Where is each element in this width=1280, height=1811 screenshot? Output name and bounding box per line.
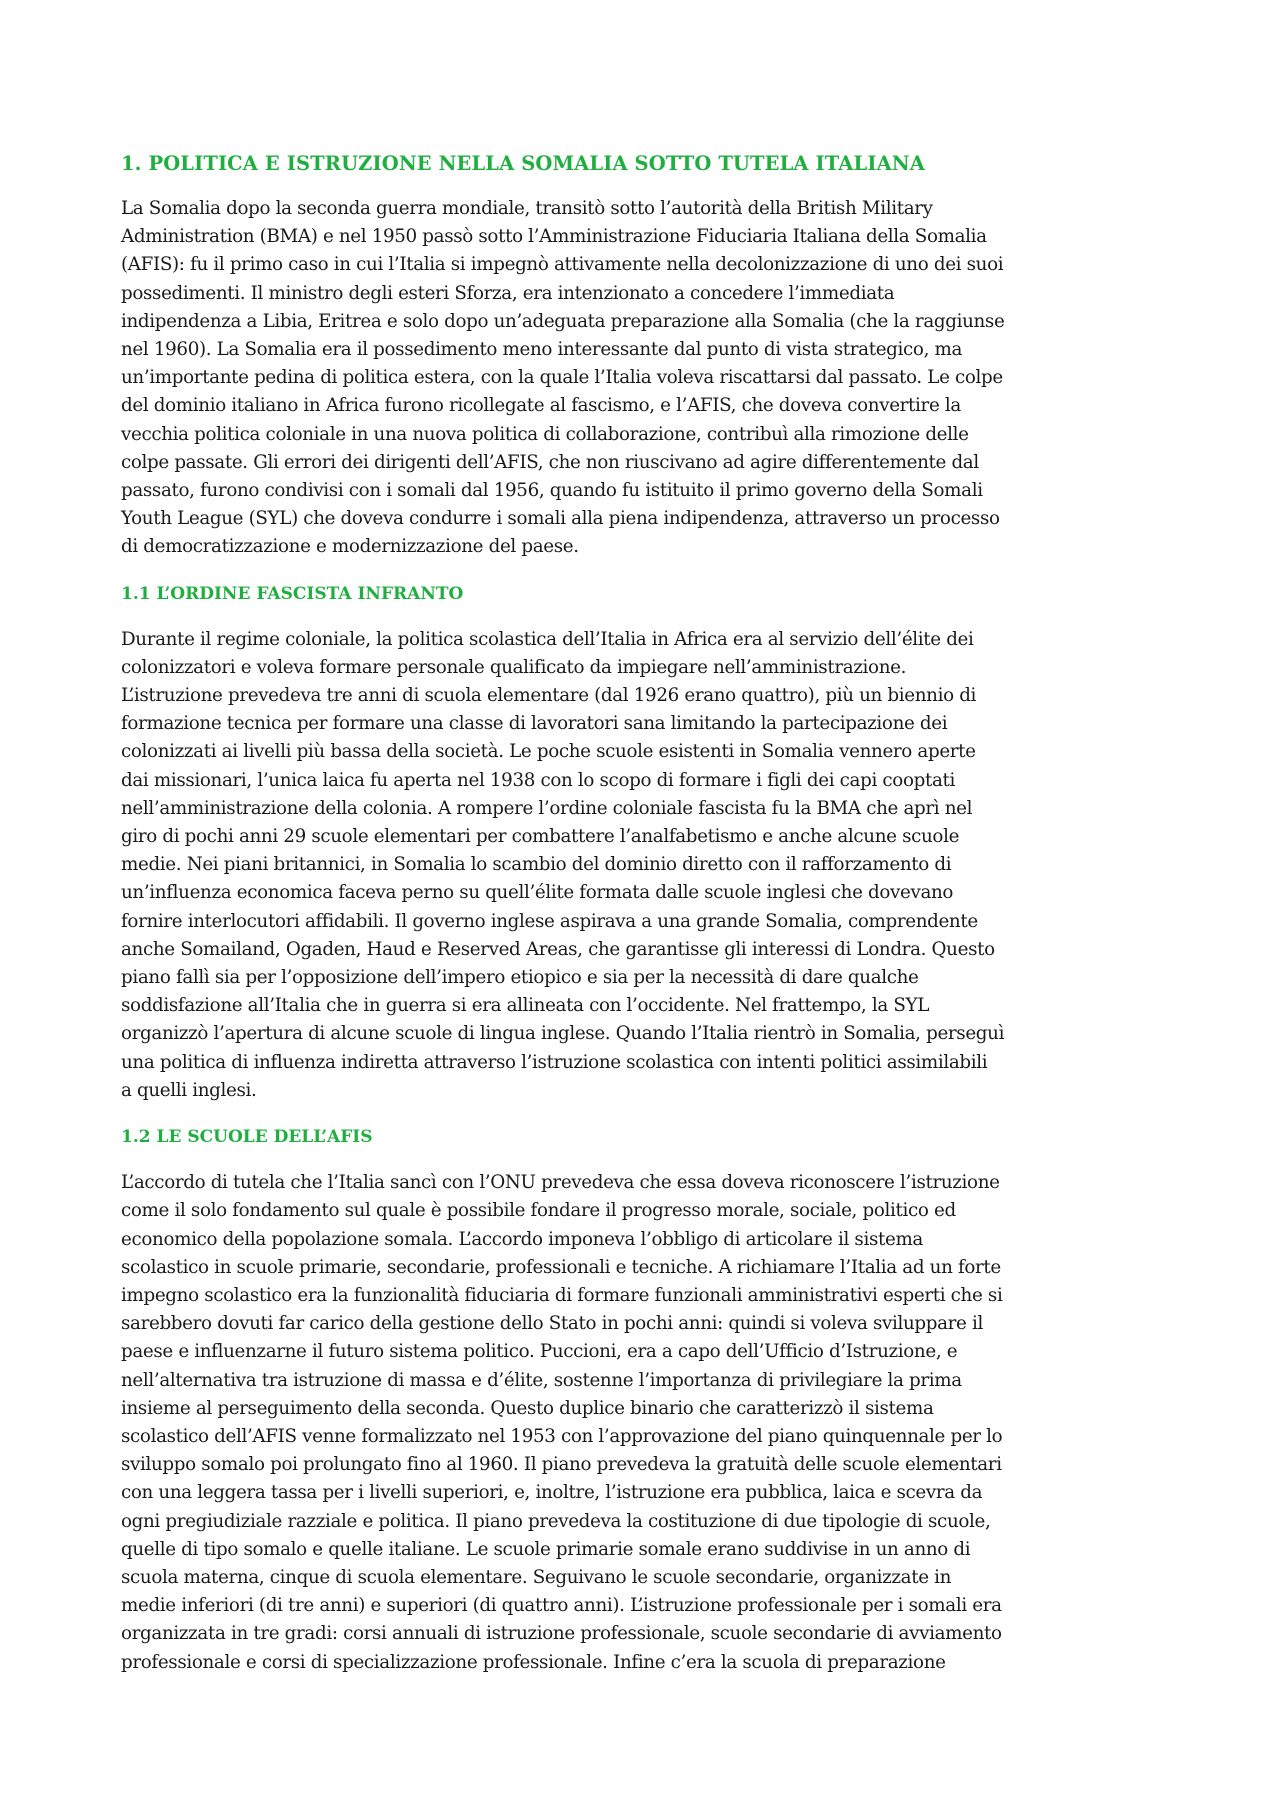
text-line: ogni pregiudiziale razziale e politica. Il piano prevedeva la costituzione di due tipologie di scuole, (121, 1510, 991, 1532)
text-line: (AFIS): fu il primo caso in cui l’Italia si impegnò attivamente nella decolonizzazione di uno dei suoi (121, 254, 1004, 276)
text-line: piano fallì sia per l’opposizione dell’impero etiopico e sia per la necessità di dare qualche (121, 967, 919, 989)
text-line: L’accordo di tutela che l’Italia sancì con l’ONU prevedeva che essa doveva riconoscere l’istruzione (121, 1172, 1000, 1194)
text-line: Administration (BMA) e nel 1950 passò sotto l’Amministrazione Fiduciaria Italiana della Somalia (121, 226, 987, 248)
text-line: colpe passate. Gli errori dei dirigenti dell’AFIS, che non riuscivano ad agire differentemente dal (121, 451, 979, 473)
text-line: L’istruzione prevedeva tre anni di scuola elementare (dal 1926 erano quattro), più un biennio di (121, 685, 977, 707)
text-line: organizzata in tre gradi: corsi annuali di istruzione professionale, scuole secondarie di avviamento (121, 1623, 1002, 1645)
text-line: fornire interlocutori affidabili. Il governo inglese aspirava a una grande Somalia, comprendente (121, 910, 978, 932)
text-line: scolastico in scuole primarie, secondarie, professionali e tecniche. A richiamare l’Italia ad un forte (121, 1256, 1001, 1278)
text-line: vecchia politica coloniale in una nuova politica di collaborazione, contribuì alla rimozione delle (121, 423, 969, 445)
text-line: dai missionari, l’unica laica fu aperta nel 1938 con lo scopo di formare i figli dei capi cooptati (121, 769, 955, 791)
text-line: nell’alternativa tra istruzione di massa e d’élite, sostenne l’importanza di privilegiare la prima (121, 1369, 962, 1391)
section-1-1-paragraph (121, 626, 1169, 1105)
text-line: paese e influenzarne il futuro sistema politico. Puccioni, era a capo dell’Ufficio d’Istruzione, e (121, 1341, 958, 1363)
text-line: nell’amministrazione della colonia. A rompere l’ordine coloniale fascista fu la BMA che aprì nel (121, 797, 973, 819)
text-line: sarebbero dovuti far carico della gestione dello Stato in pochi anni: quindi si voleva sviluppare il (121, 1313, 983, 1335)
text-line: scuola materna, cinque di scuola elementare. Seguivano le scuole secondarie, organizzate in (121, 1566, 952, 1588)
text-line: un’influenza economica faceva perno su quell’élite formata dalle scuole inglesi che dovevano (121, 882, 954, 904)
section-1-2-heading: 1.2 LE SCUOLE DELL’AFIS (121, 1127, 373, 1148)
text-line: soddisfazione all’Italia che in guerra si era allineata con l’occidente. Nel frattempo, la SYL (121, 995, 930, 1017)
text-line: insieme al perseguimento della seconda. Questo duplice binario che caratterizzò il sistema (121, 1397, 934, 1419)
text-line: indipendenza a Libia, Eritrea e solo dopo un’adeguata preparazione alla Somalia (che la raggiunse (121, 310, 1005, 332)
text-line: medie. Nei piani britannici, in Somalia lo scambio del dominio diretto con il rafforzamento di (121, 854, 952, 876)
section-1-2-paragraph (121, 1169, 1169, 1677)
text-line: colonizzati ai livelli più bassa della società. Le poche scuole esistenti in Somalia vennero aperte (121, 741, 976, 763)
section-1-1-heading: 1.1 L’ORDINE FASCISTA INFRANTO (121, 583, 464, 604)
text-line: La Somalia dopo la seconda guerra mondiale, transitò sotto l’autorità della British Military (121, 198, 933, 219)
text-line: anche Somailand, Ogaden, Haud e Reserved Areas, che garantisse gli interessi di Londra. Questo (121, 938, 995, 960)
text-line: scolastico dell’AFIS venne formalizzato nel 1953 con l’approvazione del piano quinquennale per lo (121, 1425, 1003, 1447)
document-page (121, 152, 1169, 1699)
text-line: una politica di influenza indiretta attraverso l’istruzione scolastica con intenti politici assimilabili (121, 1051, 988, 1073)
text-line: Durante il regime coloniale, la politica scolastica dell’Italia in Africa era al servizio dell’élite dei (121, 628, 974, 650)
text-line: possedimenti. Il ministro degli esteri Sforza, era intenzionato a concedere l’immediata (121, 282, 895, 304)
section-1-heading: 1. POLITICA E ISTRUZIONE NELLA SOMALIA SOTTO TUTELA ITALIANA (121, 152, 925, 175)
text-line: quelle di tipo somalo e quelle italiane. Le scuole primarie somale erano suddivise in un anno di (121, 1538, 971, 1560)
text-line: con una leggera tassa per i livelli superiori, e, inoltre, l’istruzione era pubblica, laica e scevra da (121, 1482, 983, 1504)
text-line: come il solo fondamento sul quale è possibile fondare il progresso morale, sociale, politico ed (121, 1200, 956, 1222)
text-line: di democratizzazione e modernizzazione del paese. (121, 536, 579, 558)
text-line: professionale e corsi di specializzazione professionale. Infine c’era la scuola di preparazione (121, 1651, 946, 1673)
text-line: economico della popolazione somala. L’accordo imponeva l’obbligo di articolare il sistema (121, 1228, 923, 1250)
text-line: impegno scolastico era la funzionalità fiduciaria di formare funzionali amministrativi esperti che si (121, 1284, 1003, 1306)
section-1-paragraph (121, 195, 1169, 562)
text-line: formazione tecnica per formare una classe di lavoratori sana limitando la partecipazione dei (121, 713, 948, 735)
text-line: medie inferiori (di tre anni) e superiori (di quattro anni). L’istruzione professionale per i somali era (121, 1595, 1002, 1617)
text-line: Youth League (SYL) che doveva condurre i somali alla piena indipendenza, attraverso un processo (121, 508, 1000, 530)
text-line: sviluppo somalo poi prolungato fino al 1960. Il piano prevedeva la gratuità delle scuole elementari (121, 1454, 1002, 1476)
text-line: giro di pochi anni 29 scuole elementari per combattere l’analfabetismo e anche alcune scuole (121, 826, 960, 848)
text-line: a quelli inglesi. (121, 1079, 257, 1101)
text-line: del dominio italiano in Africa furono ricollegate al fascismo, e l’AFIS, che doveva convertire la (121, 395, 961, 417)
text-line: colonizzatori e voleva formare personale qualificato da impiegare nell’amministrazione. (121, 656, 907, 678)
text-line: organizzò l’apertura di alcune scuole di lingua inglese. Quando l’Italia rientrò in Somalia, perseguì (121, 1023, 1005, 1045)
text-line: un’importante pedina di politica estera, con la quale l’Italia voleva riscattarsi dal passato. Le colpe (121, 367, 1003, 389)
text-line: nel 1960). La Somalia era il possedimento meno interessante dal punto di vista strategico, ma (121, 339, 963, 361)
text-line: passato, furono condivisi con i somali dal 1956, quando fu istituito il primo governo della Somali (121, 480, 983, 502)
